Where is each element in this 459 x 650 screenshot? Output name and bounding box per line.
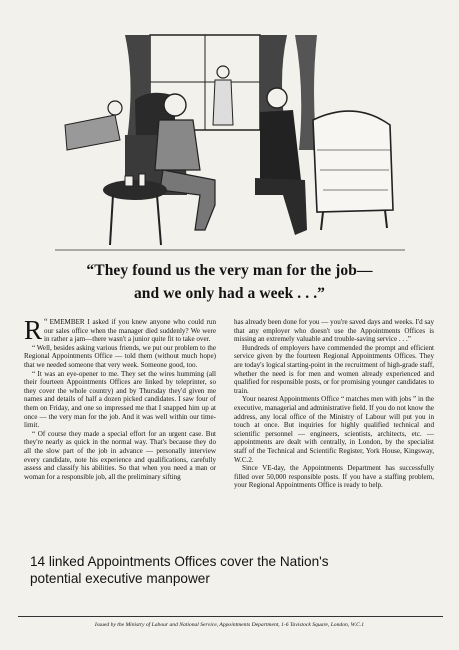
body-paragraph: Since VE-day, the Appointments Department has successfully filled over 50,000 responsible posts. If you have a staffing problem, your Regional Appointments Office is ready to help.	[234, 464, 434, 490]
imprint-line: Issued by the Ministry of Labour and National Service, Appointments Department, 1-6 Tavistock Square, London, W.C.1	[94, 622, 365, 628]
tagline-line-1: 14 linked Appointments Offices cover the Nation's	[30, 554, 329, 569]
paragraph-text: EMEMBER I asked if you knew anyone who could run our sales office when the manager died suddenly? We were in rather a jam—there wasn't a junior quite fit to take over.	[44, 318, 216, 344]
opening-quote: “	[44, 317, 48, 326]
tagline	[30, 553, 440, 587]
tagline-line-2: potential executive manpower	[30, 571, 210, 586]
body-paragraph: Hundreds of employers have commended the prompt and efficient service given by the fourteen Regional Appointments Offices. They are today's logical starting-point in the recruitment of high-grade staff, whether the need is for men and women already experienced and qualified for responsible posts, or for promising younger candidates to train.	[234, 343, 434, 395]
body-paragraph: “ Well, besides asking various friends, we put our problem to the Regional Appointments Office — told them (without much hope) that we needed someone that very week. Someone good, too.	[24, 343, 216, 369]
body-column-left	[24, 315, 216, 481]
drop-cap: R	[24, 315, 43, 345]
body-paragraph: “ It was an eye-opener to me. They set the wires humming (all their fourteen Appointments Offices are linked by teleprinter, so they cover the whole country) and by Thursday they'd given me names and details of half a dozen picked candidates. I saw four of them on Friday, and one so impressed me that I snapped him up at once — the very man for the job. And it was well within our time-limit.	[24, 369, 216, 430]
headline-line-2: and we only had a week . . .”	[133, 285, 326, 302]
office-interview-illustration	[55, 30, 405, 255]
body-paragraph	[24, 315, 216, 345]
body-paragraph: “ Of course they made a special effort for an urgent case. But they're nearly as quick in the normal way. That's because they do all the slow part of the job in advance — personally interview every candidate, note his experience and qualifications, carefully assess and classify his abilities. So that when you need a man or woman for a responsible job, all the preliminary sifting	[24, 429, 216, 481]
body-column-right	[234, 318, 434, 490]
body-paragraph: Your nearest Appointments Office “ matches men with jobs ” in the executive, managerial and administrative field. If you do not know the address, any local office of the Ministry of Labour will put you in touch at once. But inquiries for highly qualified technical and scientific personnel — engineers, scientists, architects, etc. — appointments are dealt with centrally, in London, by the specialist staff of the Technical and Scientific Register, York House, Kingsway, W.C.2.	[234, 395, 434, 464]
headline-line-1: “They found us the very man for the job—	[86, 262, 373, 279]
divider-rule	[18, 616, 443, 617]
body-paragraph: has already been done for you — you're saved days and weeks. I'd say that any employer who doesn't use the Appointments Offices is missing an extremely valuable and trouble-saving service . . .”	[234, 318, 434, 344]
